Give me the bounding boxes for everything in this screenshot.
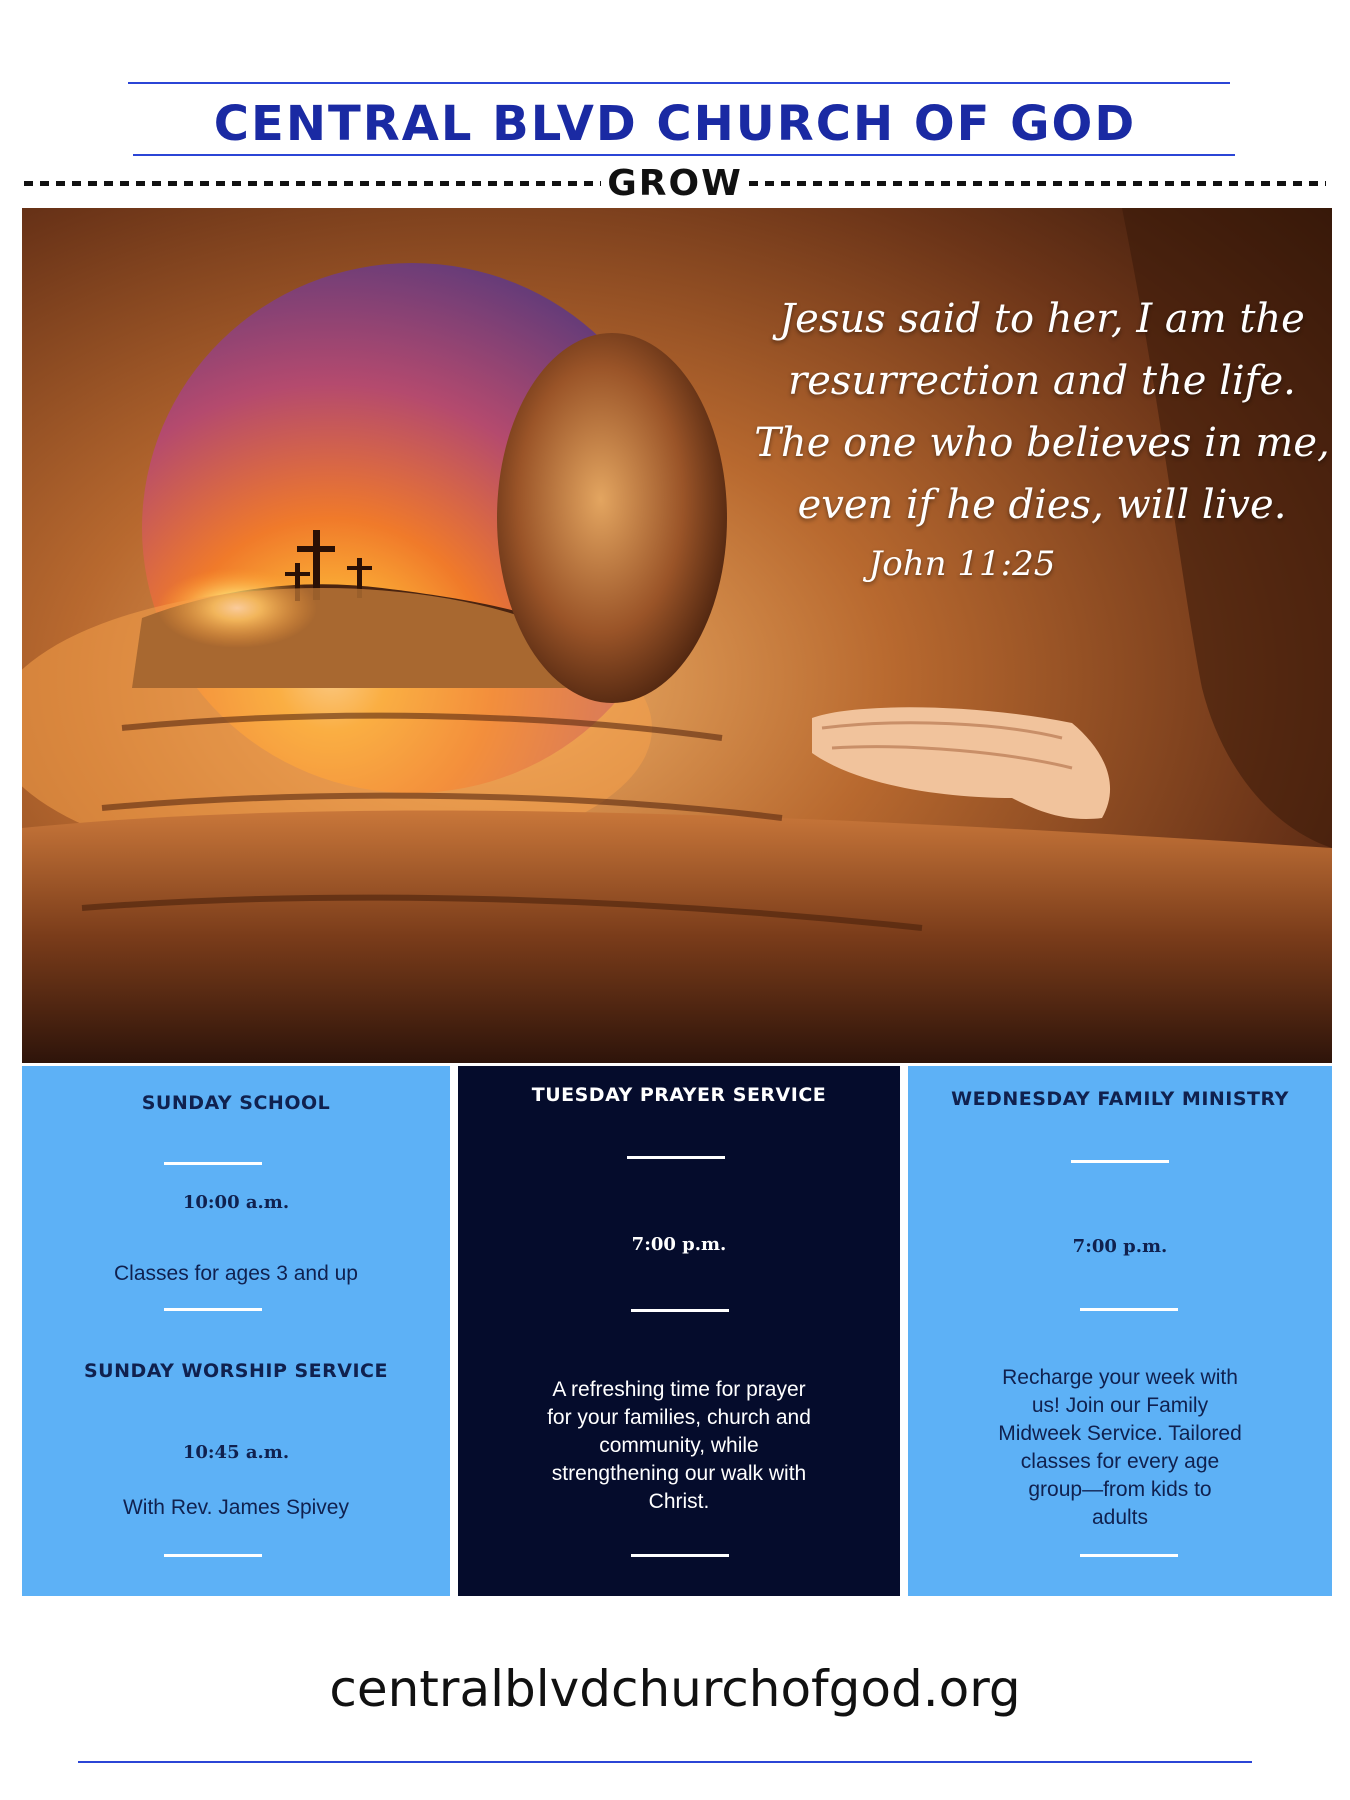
sunday-worship-time: 10:45 a.m.	[182, 1442, 290, 1463]
tuesday-panel	[458, 1066, 900, 1596]
wednesday-description	[958, 1364, 1282, 1532]
dashed-line-left	[24, 181, 601, 186]
description-line: classes for every age	[1020, 1450, 1220, 1473]
sunday-worship-heading: SUNDAY WORSHIP SERVICE	[84, 1360, 388, 1382]
sunday-panel	[22, 1066, 450, 1596]
description-line: group—from kids to	[1028, 1478, 1212, 1501]
separator	[631, 1554, 729, 1557]
empty-tomb-image	[22, 208, 1332, 1063]
grow-divider	[24, 161, 1326, 205]
sunday-school-heading: SUNDAY SCHOOL	[141, 1092, 331, 1114]
wednesday-time: 7:00 p.m.	[1072, 1236, 1168, 1257]
description-line: adults	[1091, 1506, 1149, 1529]
wednesday-heading: WEDNESDAY FAMILY MINISTRY	[951, 1088, 1289, 1110]
description-line: Midweek Service. Tailored	[998, 1422, 1242, 1445]
description-line: A refreshing time for prayer	[552, 1378, 806, 1401]
verse-reference: John 11:25	[868, 544, 1056, 584]
tuesday-heading: TUESDAY PRAYER SERVICE	[531, 1084, 827, 1106]
description-line: community, while	[599, 1434, 759, 1457]
verse-line: Jesus said to her, I am the	[779, 296, 1305, 342]
verse-line: even if he dies, will live.	[797, 482, 1287, 528]
website-link[interactable]: centralblvdchurchofgod.org	[329, 1660, 1021, 1718]
bottom-rule	[78, 1761, 1252, 1763]
tuesday-description	[498, 1376, 860, 1516]
separator	[164, 1162, 262, 1165]
description-line: us! Join our Family	[1031, 1394, 1209, 1417]
dashed-line-right	[749, 181, 1326, 186]
church-title: CENTRAL BLVD CHURCH OF GOD	[213, 96, 1137, 152]
separator	[1071, 1160, 1169, 1163]
sunday-school-description: Classes for ages 3 and up	[114, 1262, 358, 1285]
separator	[164, 1554, 262, 1557]
sunday-school-time: 10:00 a.m.	[182, 1192, 290, 1213]
description-line: for your families, church and	[547, 1406, 811, 1429]
separator	[631, 1309, 729, 1312]
description-line: strengthening our walk with	[551, 1462, 807, 1485]
top-rule	[128, 82, 1230, 84]
separator	[1080, 1308, 1178, 1311]
wednesday-panel	[908, 1066, 1332, 1596]
tuesday-time: 7:00 p.m.	[631, 1234, 727, 1255]
separator	[164, 1308, 262, 1311]
description-line: Christ.	[648, 1490, 710, 1513]
sunday-worship-description: With Rev. James Spivey	[122, 1496, 349, 1519]
separator	[1080, 1554, 1178, 1557]
grow-label: GROW	[607, 162, 743, 204]
bible-verse	[752, 288, 1332, 536]
verse-line: resurrection and the life.	[788, 358, 1296, 404]
description-line: Recharge your week with	[1002, 1366, 1238, 1389]
title-underline	[133, 154, 1235, 156]
verse-line: The one who believes in me,	[754, 420, 1330, 466]
separator	[627, 1156, 725, 1159]
